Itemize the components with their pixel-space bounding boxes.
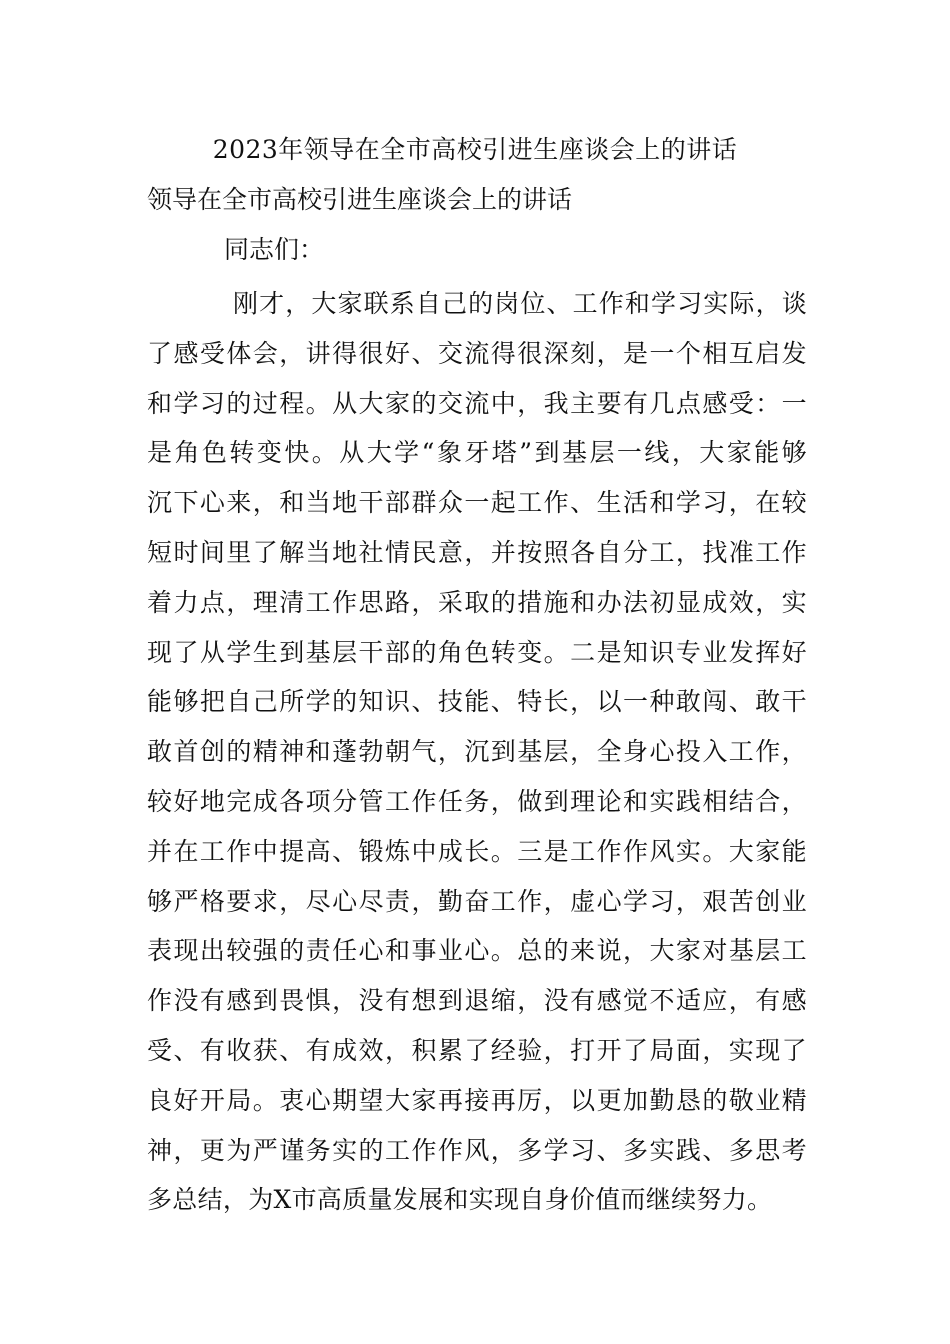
speech-body bbox=[147, 279, 807, 1225]
body-line: 多总结，为X市高质量发展和实现自身价值而继续努力。 bbox=[147, 1185, 773, 1215]
body-line: 着力点，理清工作思路，采取的措施和办法初显成效，实 bbox=[147, 587, 807, 617]
body-line: 受、有收获、有成效，积累了经验，打开了局面，实现了 bbox=[147, 1035, 807, 1065]
body-line: 作没有感到畏惧，没有想到退缩，没有感觉不适应，有感 bbox=[147, 986, 807, 1016]
document-subtitle: 领导在全市高校引进生座谈会上的讲话 bbox=[147, 185, 573, 214]
body-line: 和学习的过程。从大家的交流中，我主要有几点感受：一 bbox=[147, 388, 807, 418]
body-line: 是角色转变快。从大学“象牙塔”到基层一线，大家能够 bbox=[147, 438, 807, 468]
body-line: 能够把自己所学的知识、技能、特长，以一种敢闯、敢干 bbox=[147, 687, 807, 717]
body-line: 沉下心来，和当地干部群众一起工作、生活和学习，在较 bbox=[147, 488, 807, 518]
greeting: 同志们： bbox=[224, 235, 325, 264]
body-line: 较好地完成各项分管工作任务，做到理论和实践相结合， bbox=[147, 786, 807, 816]
body-line: 表现出较强的责任心和事业心。总的来说，大家对基层工 bbox=[147, 936, 807, 966]
body-line: 刚才，大家联系自己的岗位、工作和学习实际，谈 bbox=[233, 289, 807, 318]
body-line: 了感受体会，讲得很好、交流得很深刻，是一个相互启发 bbox=[147, 338, 807, 368]
body-line: 并在工作中提高、锻炼中成长。三是工作作风实。大家能 bbox=[147, 836, 807, 866]
body-line: 良好开局。衷心期望大家再接再厉，以更加勤恳的敬业精 bbox=[147, 1085, 807, 1115]
body-line: 敢首创的精神和蓬勃朝气，沉到基层，全身心投入工作， bbox=[147, 737, 807, 767]
body-line: 短时间里了解当地社情民意，并按照各自分工，找准工作 bbox=[147, 537, 807, 567]
body-line: 神，更为严谨务实的工作作风，多学习、多实践、多思考 bbox=[147, 1135, 807, 1165]
body-line: 够严格要求，尽心尽责，勤奋工作，虚心学习，艰苦创业 bbox=[147, 886, 807, 916]
document-title: 2023年领导在全市高校引进生座谈会上的讲话 bbox=[212, 135, 738, 164]
body-line: 现了从学生到基层干部的角色转变。二是知识专业发挥好 bbox=[147, 637, 807, 667]
